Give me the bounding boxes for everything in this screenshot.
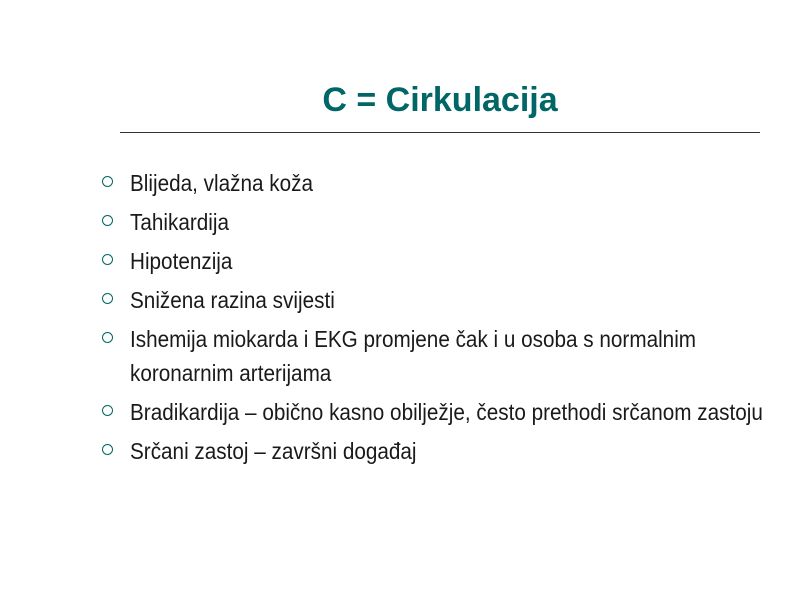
bullet-text: Srčani zastoj – završni događaj — [130, 438, 417, 464]
circle-bullet-icon — [102, 405, 113, 416]
circle-bullet-icon — [102, 332, 113, 343]
circle-bullet-icon — [102, 293, 113, 304]
slide-title: C = Cirkulacija — [322, 81, 558, 119]
list-item — [100, 322, 770, 390]
list-item — [100, 434, 770, 468]
bullet-text: Ishemija miokarda i EKG promjene čak i u osoba s normalnim koronarnim arterijama — [130, 326, 697, 386]
circle-bullet-icon — [102, 254, 113, 265]
list-item — [100, 166, 770, 200]
list-item — [100, 283, 770, 317]
circle-bullet-icon — [102, 444, 113, 455]
title-divider — [120, 132, 760, 133]
list-item — [100, 244, 770, 278]
bullet-text: Bradikardija – obično kasno obilježje, često prethodi srčanom zastoju — [130, 399, 763, 425]
list-item — [100, 205, 770, 239]
bullet-text: Blijeda, vlažna koža — [130, 170, 313, 196]
bullet-text: Tahikardija — [130, 209, 229, 235]
bullet-list — [100, 166, 770, 473]
bullet-text: Snižena razina svijesti — [130, 287, 335, 313]
bullet-text: Hipotenzija — [130, 248, 233, 274]
circle-bullet-icon — [102, 176, 113, 187]
list-item — [100, 395, 770, 429]
circle-bullet-icon — [102, 215, 113, 226]
